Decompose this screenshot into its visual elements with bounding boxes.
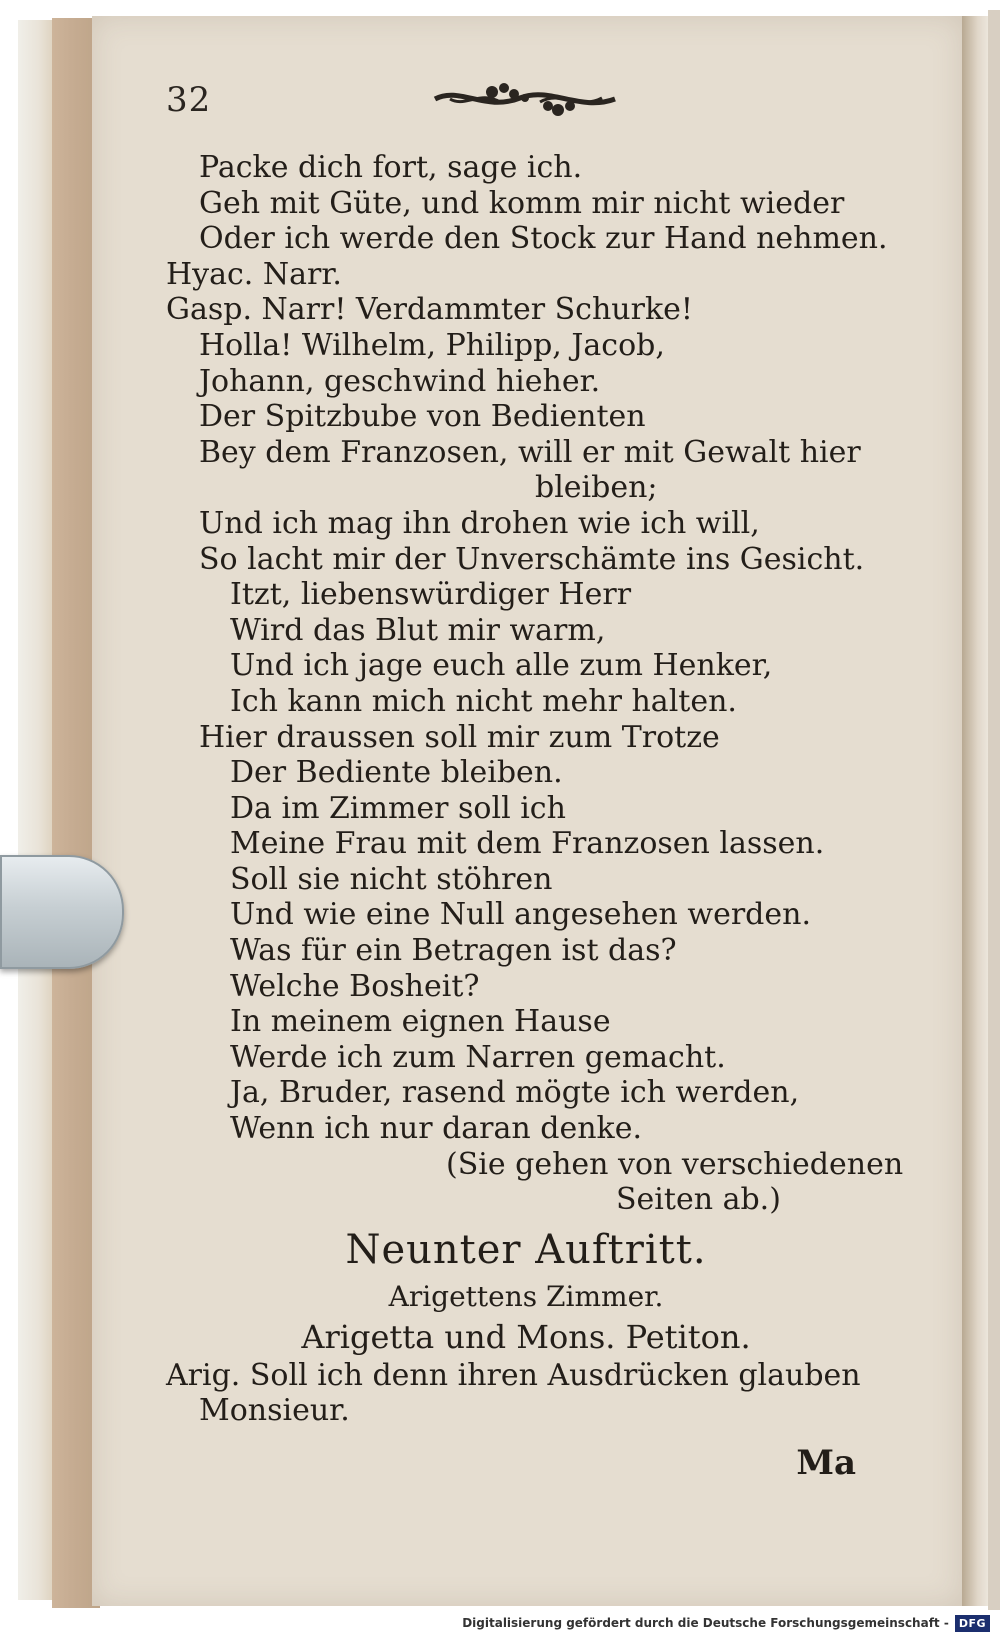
text-line: Wird das Blut mir warm,: [230, 612, 606, 648]
text-line: Und ich jage euch alle zum Henker,: [230, 648, 773, 684]
footer-text: Digitalisierung gefördert durch die Deutsche Forschungsgemeinschaft -: [462, 1616, 949, 1630]
text-line: Werde ich zum Narren gemacht.: [230, 1039, 726, 1075]
footer: [462, 1612, 990, 1634]
page-text: [166, 150, 904, 1485]
dfg-logo: DFG: [955, 1615, 990, 1632]
text-line: Ich kann mich nicht mehr halten.: [230, 683, 737, 719]
text-line: Seiten ab.): [616, 1182, 781, 1218]
text-line: Monsieur.: [199, 1393, 350, 1429]
text-line: Da im Zimmer soll ich: [230, 790, 566, 826]
text-line: Der Bediente bleiben.: [230, 755, 563, 791]
scene-characters: Arigetta und Mons. Petiton.: [301, 1317, 751, 1356]
text-line: Was für ein Betragen ist das?: [230, 933, 677, 969]
text-line: Gasp. Narr! Verdammter Schurke!: [166, 292, 693, 328]
scene-room: Arigettens Zimmer.: [388, 1279, 664, 1313]
text-line: Oder ich werde den Stock zur Hand nehmen.: [199, 221, 888, 257]
text-line: Hier draussen soll mir zum Trotze: [199, 719, 720, 755]
text-line: Bey dem Franzosen, will er mit Gewalt hier: [199, 434, 861, 470]
text-line: Arig. Soll ich denn ihren Ausdrücken glauben: [166, 1357, 861, 1393]
text-line: (Sie gehen von verschiedenen: [446, 1146, 904, 1182]
text-line: Wenn ich nur daran denke.: [230, 1111, 643, 1147]
text-line: Und ich mag ihn drohen wie ich will,: [199, 505, 760, 541]
book-gutter: [962, 16, 988, 1606]
text-line: Packe dich fort, sage ich.: [199, 150, 583, 185]
text-line: Welche Bosheit?: [230, 968, 480, 1004]
dialogue-block: [166, 1358, 886, 1429]
text-line: Meine Frau mit dem Franzosen lassen.: [230, 826, 825, 862]
text-line: Ja, Bruder, rasend mögte ich werden,: [230, 1075, 800, 1111]
text-line: Holla! Wilhelm, Philipp, Jacob,: [199, 327, 665, 363]
text-line: Hyac. Narr.: [166, 256, 342, 292]
text-line: Itzt, liebenswürdiger Herr: [230, 577, 632, 613]
catchword: Ma: [796, 1443, 856, 1483]
verse-block: [166, 150, 904, 1218]
page-number: 32: [166, 80, 212, 120]
text-line: In meinem eignen Hause: [230, 1004, 611, 1040]
text-line: Und wie eine Null angesehen werden.: [230, 897, 812, 933]
text-line: bleiben;: [535, 470, 658, 506]
ornament-icon: [430, 78, 620, 120]
page-clip: [0, 855, 124, 969]
text-line: Johann, geschwind hieher.: [199, 363, 601, 399]
text-line: Geh mit Güte, und komm mir nicht wieder: [199, 185, 845, 221]
text-line: Soll sie nicht stöhren: [230, 861, 553, 897]
scene-heading: Neunter Auftritt.: [345, 1226, 707, 1273]
right-page-edge: [988, 10, 1000, 1610]
text-line: Der Spitzbube von Bedienten: [199, 399, 646, 435]
text-line: So lacht mir der Unverschämte ins Gesicht.: [199, 541, 865, 577]
